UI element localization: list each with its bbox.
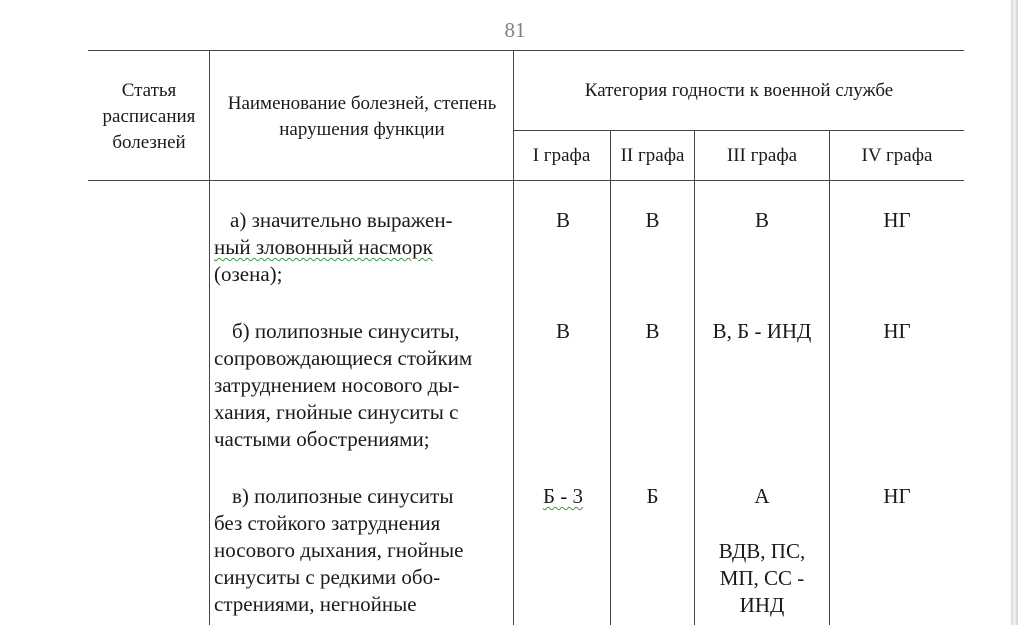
header-col-1: I графа [532,145,591,166]
header-category: Категория годности к военной службе [584,80,894,101]
col-divider-3 [610,130,611,625]
row-c-col-3-extra: ВДВ, ПС, МП, СС - ИНД [718,539,806,617]
row-c-col-1: Б - 3 [542,484,584,508]
header-article: Статья расписания болезней [102,80,196,153]
row-b-col-1: В [555,319,570,343]
page-edge-shadow [1011,0,1018,625]
row-b-text: б) полипозные синуситы, сопровождающиеся стойким затруднением носового ды- хания, гнойные синуситы с частыми обострениями; [214,319,473,451]
row-a-text: а) значительно выражен- ный зловонный насморк (озена); [214,208,453,286]
header-disease-name: Наименование болезней, степень нарушения функции [227,93,497,140]
header-bottom-border [88,180,964,181]
header-col-2: II графа [620,145,685,166]
row-b-col-2: В [645,319,660,343]
category-header-divider [513,130,964,131]
header-col-3: III графа [726,145,798,166]
row-b-col-4: НГ [883,319,911,343]
page-number: 81 [504,18,526,42]
row-a-col-1: В [555,208,570,232]
table-top-border [88,50,964,51]
row-c-text: в) полипозные синуситы без стойкого затруднения носового дыхания, гнойные синуситы с редкими обо- стрениями, негнойные [214,484,464,616]
col-divider-1 [209,50,210,625]
header-col-4: IV графа [861,145,933,166]
row-a-col-2: В [645,208,660,232]
row-c-col-4: НГ [883,484,911,508]
row-a-col-4: НГ [883,208,911,232]
row-a-col-3: В [754,208,769,232]
col-divider-5 [829,130,830,625]
row-c-col-2: Б [646,484,659,508]
row-b-col-3: В, Б - ИНД [712,319,812,343]
row-c-col-3: А [754,484,770,508]
